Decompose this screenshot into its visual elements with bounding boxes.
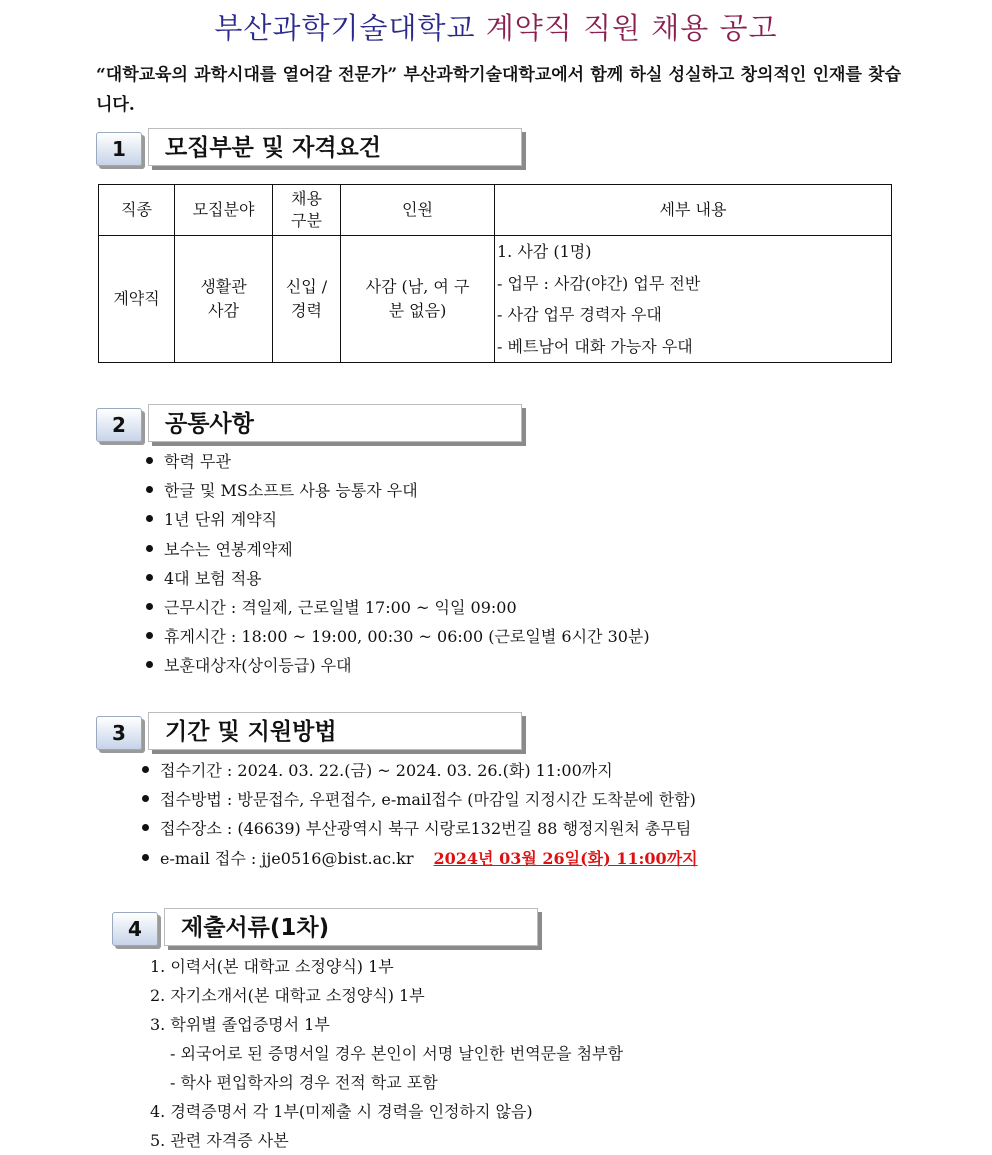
section-1-number: 1 xyxy=(96,132,142,166)
cell-headcount: 사감 (남, 여 구분 없음) xyxy=(341,236,495,363)
header-headcount: 인원 xyxy=(341,185,495,236)
page-title xyxy=(0,6,992,47)
bullet-icon xyxy=(142,766,149,773)
list-item: 접수기간 : 2024. 03. 22.(금) ~ 2024. 03. 26.(화) 11:00까지 xyxy=(142,756,698,785)
deadline-note: 2024년 03월 26일(화) 11:00까지 xyxy=(433,848,698,868)
detail-line: - 사감 업무 경력자 우대 xyxy=(497,305,662,324)
list-item: 2. 자기소개서(본 대학교 소정양식) 1부 xyxy=(150,986,425,1005)
header-job-type: 직종 xyxy=(99,185,175,236)
bullet-icon xyxy=(146,632,153,639)
bullet-icon xyxy=(146,574,153,581)
header-field: 모집분야 xyxy=(175,185,273,236)
intro-text: “대학교육의 과학시대를 열어갈 전문가” 부산과학기술대학교에서 함께 하실 성실하고 창의적인 인재를 찾습니다. xyxy=(96,65,901,115)
bullet-icon xyxy=(142,795,149,802)
header-hire-type: 채용 구분 xyxy=(273,185,341,236)
section-4-header xyxy=(112,908,542,954)
list-item: 4대 보험 적용 xyxy=(146,564,650,593)
list-item: 보훈대상자(상이등급) 우대 xyxy=(146,651,650,680)
recruitment-table xyxy=(98,184,892,363)
list-item: 5. 관련 자격증 사본 xyxy=(150,1131,289,1150)
detail-line: - 베트남어 대화 가능자 우대 xyxy=(497,336,693,356)
list-item: 근무시간 : 격일제, 근로일별 17:00 ~ 익일 09:00 xyxy=(146,593,650,622)
application-list xyxy=(142,756,698,873)
bullet-icon xyxy=(146,661,153,668)
bullet-icon xyxy=(146,457,153,464)
bullet-icon xyxy=(146,486,153,493)
list-item: 3. 학위별 졸업증명서 1부 xyxy=(150,1015,330,1034)
detail-line: - 업무 : 사감(야간) 업무 전반 xyxy=(497,273,701,293)
section-2-heading: 공통사항 xyxy=(148,404,522,442)
list-item: 1. 이력서(본 대학교 소정양식) 1부 xyxy=(150,957,394,976)
list-item: 접수방법 : 방문접수, 우편접수, e-mail접수 (마감일 지정시간 도착분에 한함) xyxy=(142,785,698,814)
table-header-row xyxy=(99,185,892,236)
table-row xyxy=(99,236,892,363)
documents-list xyxy=(150,952,623,1155)
bullet-icon xyxy=(146,603,153,610)
common-items-list xyxy=(146,447,650,681)
bullet-icon xyxy=(146,545,153,552)
list-item: 휴게시간 : 18:00 ~ 19:00, 00:30 ~ 06:00 (근로일별 6시간 30분) xyxy=(146,622,650,651)
list-item: 1년 단위 계약직 xyxy=(146,505,650,534)
section-1-header xyxy=(96,128,526,174)
cell-hire-type: 신입 / 경력 xyxy=(273,236,341,363)
list-item: 학력 무관 xyxy=(146,447,650,476)
section-3-number: 3 xyxy=(96,716,142,750)
cell-field: 생활관 사감 xyxy=(175,236,273,363)
section-4-number: 4 xyxy=(112,912,158,946)
bullet-icon xyxy=(142,824,149,831)
section-2-header xyxy=(96,404,526,450)
list-item: 4. 경력증명서 각 1부(미제출 시 경력을 인정하지 않음) xyxy=(150,1102,533,1121)
section-2-number: 2 xyxy=(96,408,142,442)
detail-line: 1. 사감 (1명) xyxy=(497,242,592,261)
section-3-header xyxy=(96,712,526,758)
cell-details xyxy=(495,236,892,363)
title-announcement: 계약직 직원 채용 공고 xyxy=(485,11,778,45)
section-4-heading: 제출서류(1차) xyxy=(164,908,538,946)
list-subitem: - 외국어로 된 증명서일 경우 본인이 서명 날인한 번역문을 첨부함 xyxy=(170,1044,624,1063)
bullet-icon xyxy=(142,854,149,861)
cell-job-type: 계약직 xyxy=(99,236,175,363)
list-item: e-mail 접수 : jje0516@bist.ac.kr 2024년 03월 26일(화) 11:00까지 xyxy=(142,844,698,873)
list-item: 접수장소 : (46639) 부산광역시 북구 시랑로132번길 88 행정지원처 총무팀 xyxy=(142,814,698,843)
list-item: 보수는 연봉계약제 xyxy=(146,535,650,564)
section-1-heading: 모집부분 및 자격요건 xyxy=(148,128,522,166)
title-university: 부산과학기술대학교 xyxy=(214,11,476,45)
section-3-heading: 기간 및 지원방법 xyxy=(148,712,522,750)
bullet-icon xyxy=(146,515,153,522)
list-subitem: - 학사 편입학자의 경우 전적 학교 포함 xyxy=(170,1073,438,1092)
list-item: 한글 및 MS소프트 사용 능통자 우대 xyxy=(146,476,650,505)
header-details: 세부 내용 xyxy=(495,185,892,236)
